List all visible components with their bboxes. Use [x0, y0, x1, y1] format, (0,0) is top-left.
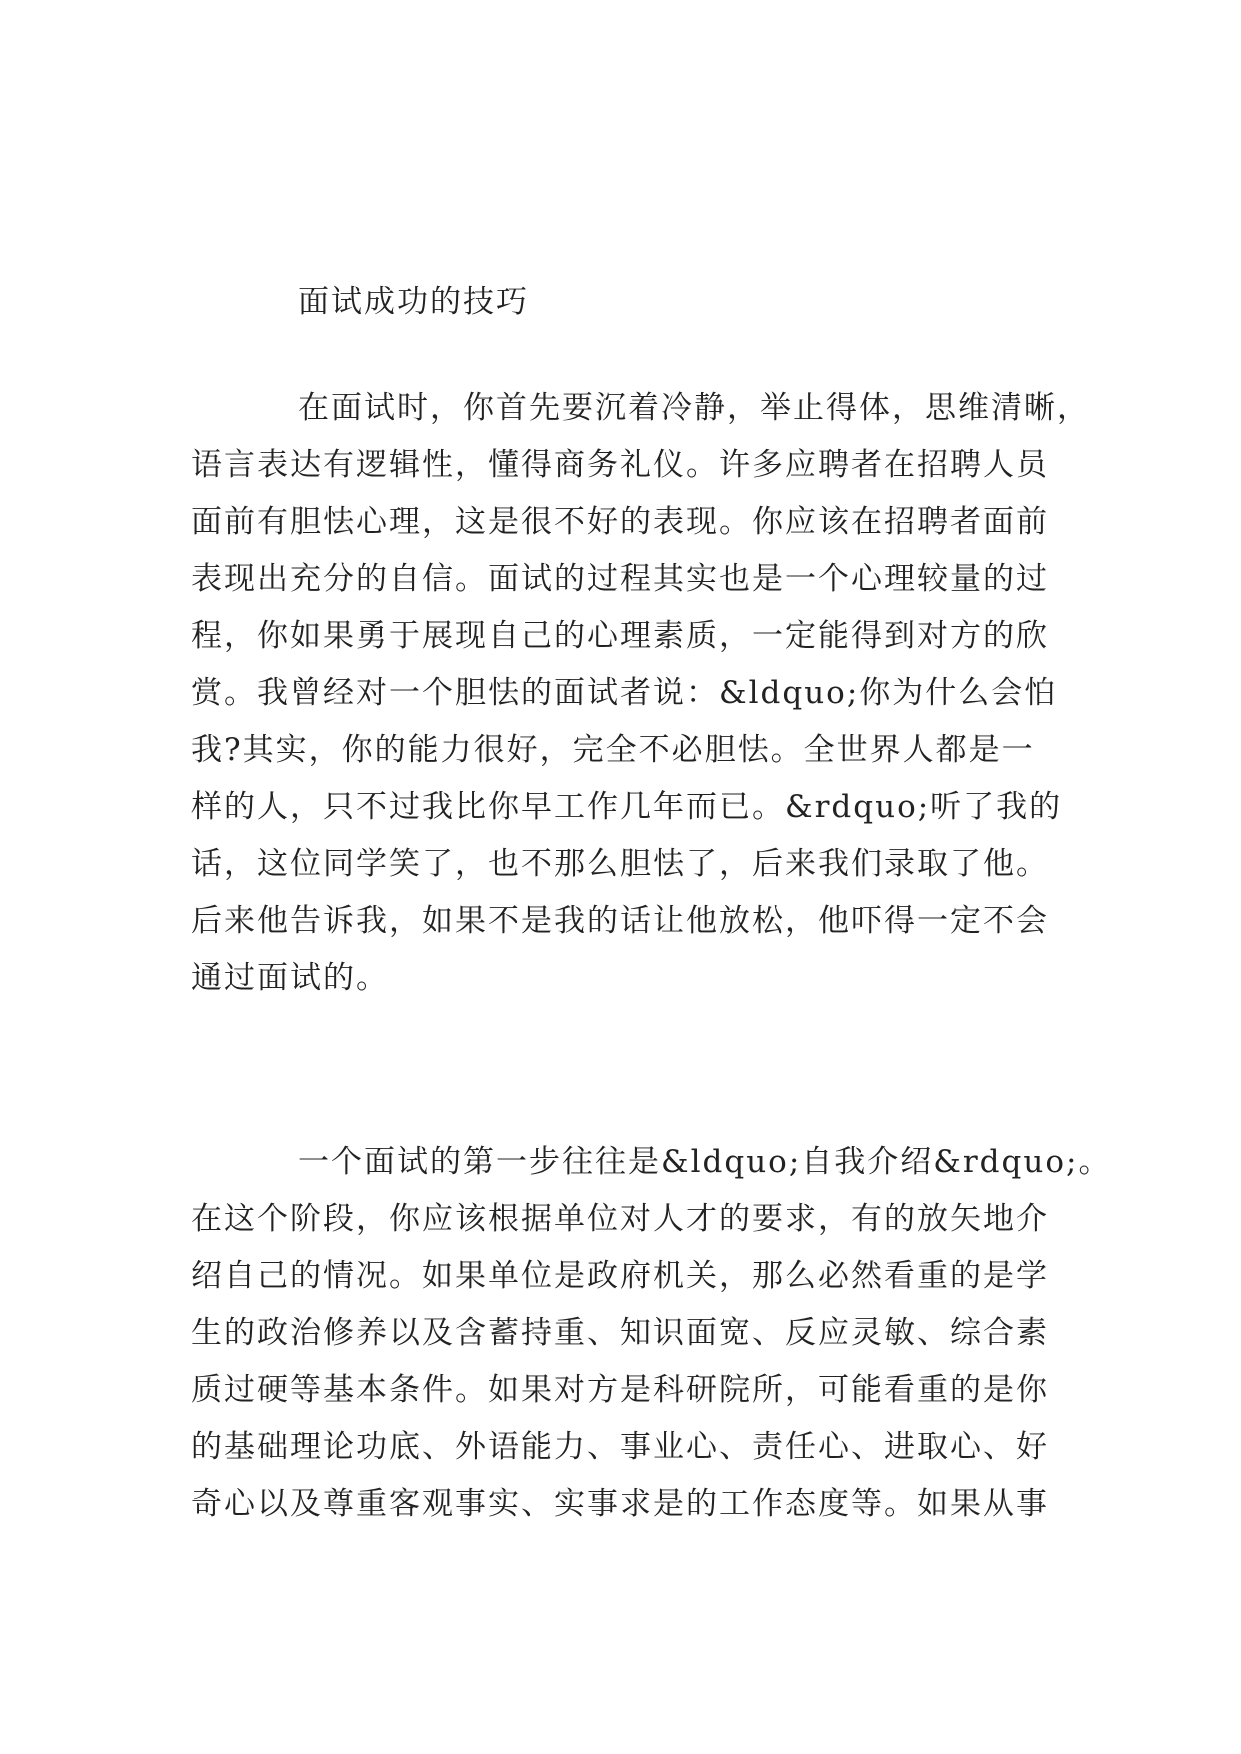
paragraph-1-line-7: 我?其实，你的能力很好，完全不必胆怯。全世界人都是一 [191, 732, 1035, 768]
paragraph-2-line-6: 的基础理论功底、外语能力、事业心、责任心、进取心、好 [191, 1429, 1049, 1465]
paragraph-2-line-7: 奇心以及尊重客观事实、实事求是的工作态度等。如果从事 [191, 1486, 1049, 1522]
paragraph-1-line-10: 后来他告诉我，如果不是我的话让他放松，他吓得一定不会 [191, 903, 1049, 939]
paragraph-2-line-4: 生的政治修养以及含蓄持重、知识面宽、反应灵敏、综合素 [191, 1315, 1049, 1351]
paragraph-1-line-5: 程，你如果勇于展现自己的心理素质，一定能得到对方的欣 [191, 618, 1049, 654]
paragraph-1-line-2: 语言表达有逻辑性，懂得商务礼仪。许多应聘者在招聘人员 [191, 447, 1049, 483]
paragraph-2-line-1: 一个面试的第一步往往是&ldquo;自我介绍&rdquo;。 [298, 1144, 1112, 1180]
paragraph-1-line-1: 在面试时，你首先要沉着冷静，举止得体，思维清晰， [298, 390, 1090, 426]
paragraph-1-line-9: 话，这位同学笑了，也不那么胆怯了，后来我们录取了他。 [191, 846, 1049, 882]
paragraph-2-line-5: 质过硬等基本条件。如果对方是科研院所，可能看重的是你 [191, 1372, 1049, 1408]
paragraph-1-line-6: 赏。我曾经对一个胆怯的面试者说：&ldquo;你为什么会怕 [191, 675, 1058, 711]
paragraph-1-line-11: 通过面试的。 [191, 960, 389, 996]
paragraph-1-line-8: 样的人，只不过我比你早工作几年而已。&rdquo;听了我的 [191, 789, 1063, 825]
paragraph-1-line-3: 面前有胆怯心理，这是很不好的表现。你应该在招聘者面前 [191, 504, 1049, 540]
paragraph-2-line-3: 绍自己的情况。如果单位是政府机关，那么必然看重的是学 [191, 1258, 1049, 1294]
paragraph-1-line-4: 表现出充分的自信。面试的过程其实也是一个心理较量的过 [191, 561, 1049, 597]
document-title: 面试成功的技巧 [298, 284, 529, 320]
paragraph-2-line-2: 在这个阶段，你应该根据单位对人才的要求，有的放矢地介 [191, 1201, 1049, 1237]
